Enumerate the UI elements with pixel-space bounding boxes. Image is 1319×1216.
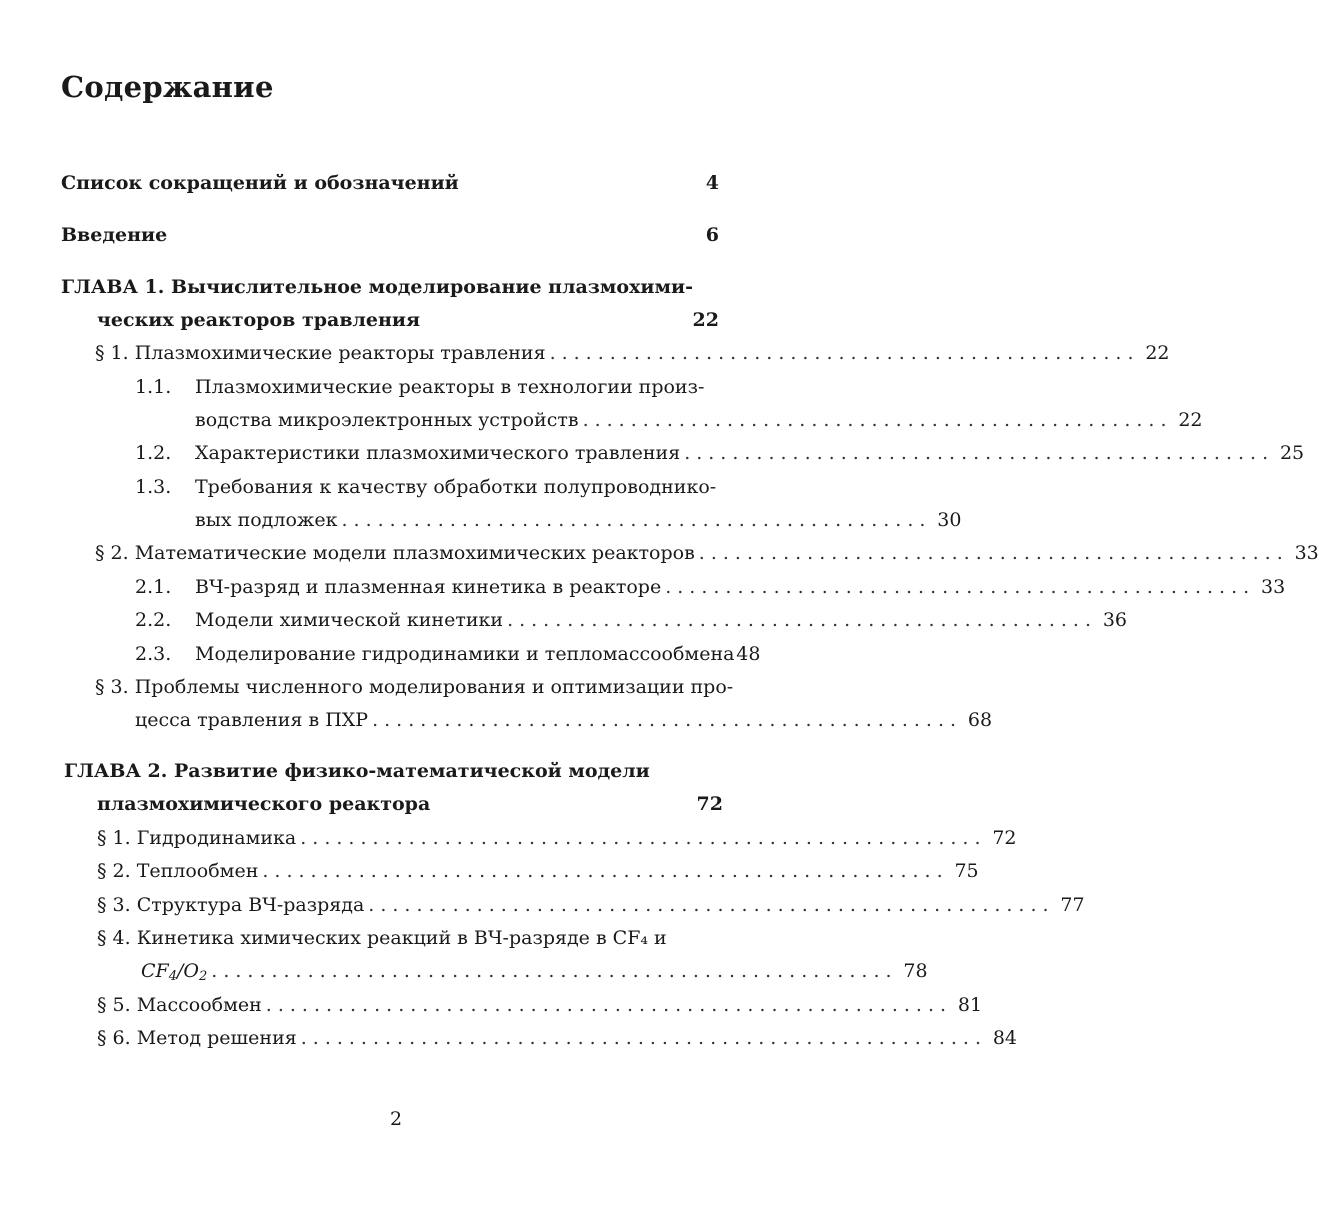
toc-entry-page: 22	[1145, 342, 1170, 364]
formula-part: /O	[177, 960, 199, 982]
toc-entry-page: 33	[1294, 542, 1319, 564]
chapter-1-title-line1[interactable]: ГЛАВА 1. Вычислительное моделирование плазмохими-	[61, 276, 694, 298]
leader-dots: .................................................	[698, 542, 1289, 564]
toc-entry-ch1-s2-1[interactable]	[135, 575, 1286, 599]
toc-entry-label	[141, 959, 207, 989]
toc-entry-number: 1.3.	[135, 476, 172, 498]
toc-entry-page: 25	[1279, 442, 1305, 464]
toc-entry-label: § 1. Гидродинамика	[97, 827, 297, 849]
toc-entry-abbreviations[interactable]	[61, 171, 719, 195]
toc-entry-label: § 2. Математические модели плазмохимических реакторов	[95, 542, 695, 564]
toc-entry-label: § 2. Теплообмен	[97, 860, 259, 882]
toc-entry-ch1-s2[interactable]	[95, 541, 1319, 565]
toc-entry-page: 84	[992, 1027, 1017, 1049]
toc-entry-ch1-s1-1[interactable]	[195, 408, 1203, 432]
toc-entry-number: 2.2.	[135, 609, 172, 631]
leader-dots: .........................................................	[265, 994, 953, 1016]
leader-dots: .........................................................	[211, 960, 898, 982]
toc-entry-page: 77	[1060, 894, 1085, 916]
toc-entry-label: Введение	[61, 224, 168, 246]
toc-entry-number: 1.2.	[135, 442, 172, 464]
toc-entry-label: ВЧ-разряд и плазменная кинетика в реакторе	[195, 576, 662, 598]
toc-entry-ch2-s4[interactable]	[141, 959, 928, 989]
toc-entry-page: 22	[1178, 409, 1203, 431]
toc-entry-ch1-s2-2[interactable]	[135, 608, 1128, 632]
leader-dots: .........................................................	[368, 894, 1055, 916]
toc-entry-label: Модели химической кинетики	[195, 609, 504, 631]
toc-entry-page: 30	[937, 509, 962, 531]
toc-entry-number: 2.3.	[135, 643, 172, 665]
toc-entry-intro[interactable]	[61, 223, 719, 247]
toc-entry-ch1-s2-3[interactable]	[135, 642, 761, 666]
toc-entry-ch2-s4-line1[interactable]: § 4. Кинетика химических реакций в ВЧ-разряде в CF₄ и	[97, 927, 667, 949]
leader-dots: .................................................	[507, 609, 1098, 631]
toc-entry-page: 75	[954, 860, 979, 882]
leader-dots: .................................................	[372, 709, 963, 731]
formula-subscript: 2	[199, 969, 208, 984]
leader-dots: .................................................	[665, 576, 1256, 598]
toc-entry-page: 22	[692, 309, 719, 331]
toc-entry-page: 48	[736, 643, 761, 665]
toc-entry-label: § 5. Массообмен	[97, 994, 262, 1016]
toc-entry-ch1-s1-3[interactable]	[195, 508, 962, 532]
formula-subscript: 4	[168, 969, 178, 984]
toc-entry-ch1-s1-3-line1[interactable]	[135, 475, 717, 499]
toc-entry-label: Моделирование гидродинамики и тепломассообмена	[195, 643, 735, 665]
toc-entry-ch1-s1-2[interactable]	[135, 441, 1305, 465]
formula-part: CF	[141, 960, 169, 982]
toc-entry-label: § 3. Структура ВЧ-разряда	[97, 894, 365, 916]
toc-entry-ch2-s1[interactable]	[97, 826, 1017, 850]
toc-entry-page: 72	[696, 793, 723, 815]
toc-entry-page: 6	[705, 224, 719, 246]
leader-dots: .........................................................	[300, 827, 987, 849]
toc-entry-label: Плазмохимические реакторы в технологии произ-	[195, 376, 705, 398]
toc-entry-label: Характеристики плазмохимического травления	[195, 442, 681, 464]
toc-entry-label: водства микроэлектронных устройств	[195, 409, 579, 431]
chapter-2-title-line1[interactable]: ГЛАВА 2. Развитие физико-математической модели	[64, 760, 650, 782]
toc-entry-ch2-s5[interactable]	[97, 993, 983, 1017]
toc-entry-number: 1.1.	[135, 376, 172, 398]
toc-entry-page: 78	[903, 960, 928, 982]
toc-entry-ch2-s6[interactable]	[97, 1026, 1017, 1050]
toc-entry-ch1-s1[interactable]	[95, 341, 1170, 365]
leader-dots: .................................................	[549, 342, 1140, 364]
toc-entry-label: § 1. Плазмохимические реакторы травления	[95, 342, 546, 364]
toc-entry-label: § 6. Метод решения	[97, 1027, 297, 1049]
toc-entry-page: 68	[967, 709, 993, 731]
toc-entry-label: Требования к качеству обработки полупроводнико-	[195, 476, 717, 498]
toc-entry-label: Список сокращений и обозначений	[61, 172, 459, 194]
chapter-2-title[interactable]	[97, 792, 723, 816]
toc-entry-page: 33	[1260, 576, 1286, 598]
toc-entry-number: 2.1.	[135, 576, 172, 598]
leader-dots: .................................................	[684, 442, 1275, 464]
toc-entry-ch2-s3[interactable]	[97, 893, 1085, 917]
toc-entry-label: цесса травления в ПХР	[135, 709, 369, 731]
toc-entry-ch1-s1-1-line1[interactable]	[135, 375, 705, 399]
leader-dots: .........................................................	[262, 860, 949, 882]
toc-entry-label: вых подложек	[195, 509, 338, 531]
chapter-2-title-line2: плазмохимического реактора	[97, 793, 431, 815]
toc-entry-ch2-s2[interactable]	[97, 859, 979, 883]
chapter-1-title-line2: ческих реакторов травления	[97, 309, 421, 331]
chapter-1-title[interactable]	[97, 308, 719, 332]
page-number: 2	[390, 1108, 403, 1130]
toc-entry-page: 81	[957, 994, 983, 1016]
toc-entry-ch1-s3-line1[interactable]: § 3. Проблемы численного моделирования и оптимизации про-	[95, 676, 734, 698]
leader-dots: .................................................	[582, 409, 1173, 431]
toc-entry-page: 72	[992, 827, 1017, 849]
toc-entry-ch1-s3[interactable]	[135, 708, 993, 732]
toc-entry-page: 36	[1102, 609, 1128, 631]
leader-dots: .........................................................	[300, 1027, 987, 1049]
page-title: Содержание	[61, 70, 274, 104]
toc-entry-page: 4	[705, 172, 719, 194]
leader-dots: .................................................	[341, 509, 932, 531]
